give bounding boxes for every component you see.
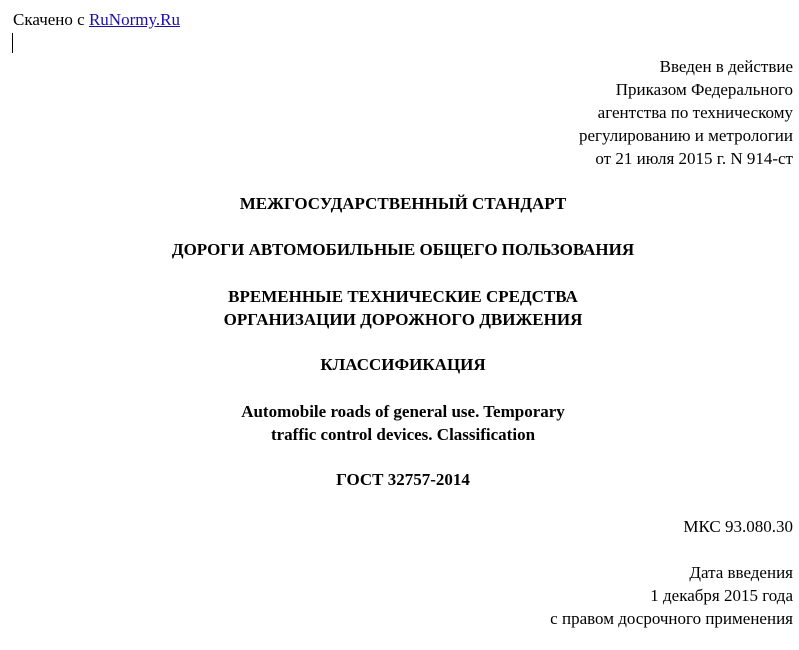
title-line: ВРЕМЕННЫЕ ТЕХНИЧЕСКИЕ СРЕДСТВА (228, 287, 578, 306)
english-title-line: traffic control devices. Classification (270, 425, 536, 444)
mks-code: МКС 93.080.30 (683, 517, 793, 536)
english-title-line: Automobile roads of general use. Temporary (241, 402, 565, 421)
text-cursor (12, 33, 13, 53)
gost-number: ГОСТ 32757-2014 (336, 470, 470, 489)
document-title (0, 285, 799, 331)
introduction-line: 1 декабря 2015 года (650, 586, 793, 605)
title-line: ОРГАНИЗАЦИИ ДОРОЖНОГО ДВИЖЕНИЯ (223, 310, 583, 329)
source-line (13, 8, 180, 31)
classification-heading: КЛАССИФИКАЦИЯ (320, 355, 486, 374)
enactment-line: Приказом Федерального (615, 80, 793, 99)
introduction-date-block (550, 561, 793, 630)
introduction-line: Дата введения (689, 563, 793, 582)
enactment-block (579, 55, 793, 170)
enactment-line: от 21 июля 2015 г. N 914-ст (595, 149, 793, 168)
standard-type-heading: МЕЖГОСУДАРСТВЕННЫЙ СТАНДАРТ (239, 194, 567, 213)
enactment-line: Введен в действие (659, 57, 793, 76)
enactment-line: регулированию и метрологии (578, 126, 793, 145)
english-title (0, 400, 799, 446)
source-prefix: Скачено с (13, 10, 89, 29)
source-link[interactable]: RuNormy.Ru (88, 10, 180, 29)
enactment-line: агентства по техническому (597, 103, 793, 122)
subject-heading: ДОРОГИ АВТОМОБИЛЬНЫЕ ОБЩЕГО ПОЛЬЗОВАНИЯ (171, 240, 635, 259)
introduction-line: с правом досрочного применения (550, 609, 793, 628)
